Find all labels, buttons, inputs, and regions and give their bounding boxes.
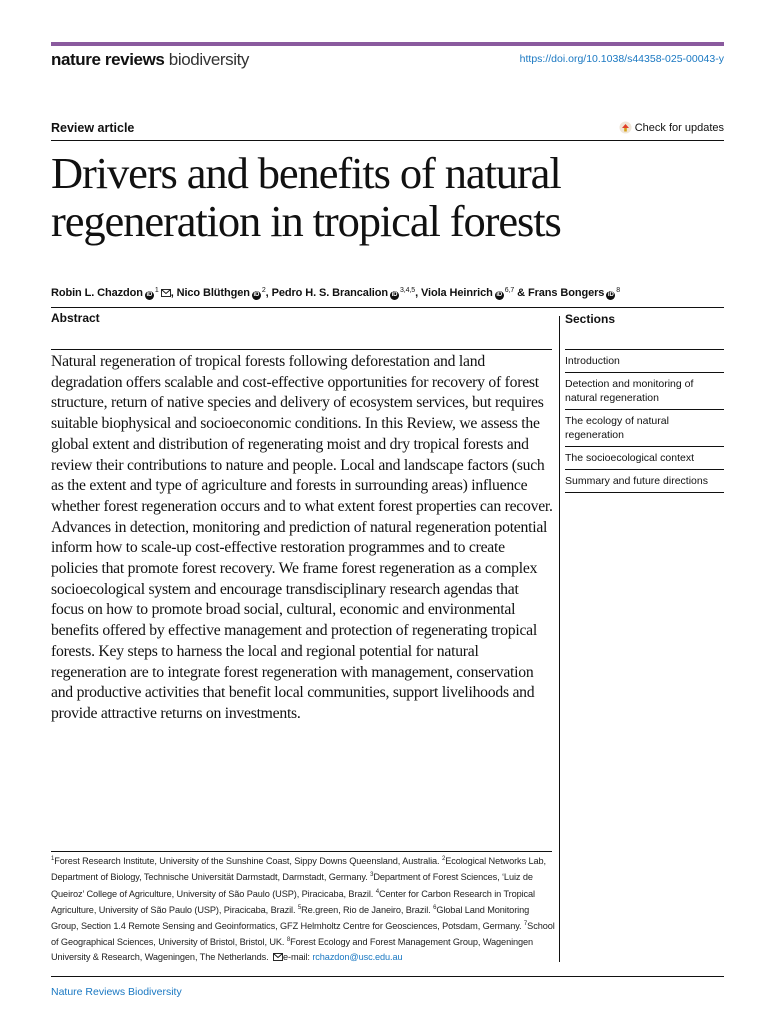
author[interactable] <box>51 287 171 299</box>
footer-journal-name[interactable]: Nature Reviews Biodiversity <box>51 986 182 998</box>
affiliation-text: Global Land Monitoring Group, Section 1.4 Remote Sensing and Geoinformatics, GFZ Helmholtz Centre for Geosciences, Potsdam, Germany. <box>51 904 530 932</box>
email-icon[interactable] <box>161 288 171 300</box>
affiliation-text: School of Geographical Sciences, University of Bristol, Bristol, UK. <box>51 921 555 948</box>
author-affiliation-sup: 1 <box>154 287 159 294</box>
orcid-icon[interactable]: iD <box>253 292 260 298</box>
affiliations <box>51 852 556 965</box>
abstract-heading: Abstract <box>51 311 100 325</box>
affiliation-number: 3 <box>370 872 374 879</box>
author-name: Nico Blüthgen <box>176 287 250 299</box>
section-link-detection[interactable]: Detection and monitoring of natural regeneration <box>565 373 724 410</box>
header-accent-bar <box>51 42 724 46</box>
affiliation-number: 6 <box>433 904 437 911</box>
section-link-ecology[interactable]: The ecology of natural regeneration <box>565 410 724 447</box>
orcid-icon[interactable]: iD <box>146 292 153 298</box>
check-updates-label: Check for updates <box>634 121 724 134</box>
affiliation-text: Forest Ecology and Forest Management Group, Wageningen University & Research, Wageningen, The Netherlands. <box>51 937 534 962</box>
abstract-text: Natural regeneration of tropical forests following deforestation and land degradation offers scalable and cost-effective opportunities for recovery of forest structure, return of native species and delivery of ecosystem services, but requires suitable biophysical and socioeconomic conditions. In this Review, we assess the global extent and distribution of regenerating moist and dry tropical forests and review their contributions to nature and people. Local and landscape factors (such as the extent and type of agriculture and forests in surrounding areas) influence whether forest regeneration occurs and to what extent forest properties can recover. Advances in detection, monitoring and prediction of natural regeneration potential inform how to scale-up cost-effective restoration programmes and to create policies that promote forest recovery. We frame forest regeneration as a complex socioecological system and encourage transdisciplinary research agendas that focus on how to promote broad social, cultural, economic and environmental benefits offered by effective management and protection of regenerating tropical forests. Key steps to harness the local and regional potential for natural regeneration are to integrate forest regeneration with management, conservation and productive activities that benefit local communities, support livelihoods and provide attractive returns on investments. <box>51 353 553 722</box>
author-list: Robin L. Chazdon $iD^1$ , Nico Blüthgen $iD^2$, Pedro H. S. Brancalion iD$^{3,4,5}$, Viola Heinrich iD$^{6,7}$ & Frans Bongers $iD^8$ <box>51 287 621 299</box>
sections-list <box>565 349 724 493</box>
orcid-icon[interactable]: iD <box>607 292 614 298</box>
author-name: Pedro H. S. Brancalion <box>271 287 388 299</box>
affiliation-text: Re.green, Rio de Janeiro, Brazil. <box>301 904 434 915</box>
article-type: Review article <box>51 121 135 135</box>
author[interactable] <box>272 287 415 299</box>
divider <box>51 976 724 977</box>
affiliation-number: 2 <box>441 856 446 862</box>
affiliation-text: Center for Carbon Research in Tropical Agriculture, University of São Paulo (USP), Piracicaba, Brazil. <box>51 888 535 915</box>
author[interactable] <box>177 287 266 299</box>
article-title: Drivers and benefits of natural regeneration in tropical forests <box>51 148 561 246</box>
contact-email-link[interactable]: rchazdon@usc.edu.au <box>312 951 403 962</box>
column-divider <box>559 316 560 962</box>
divider <box>51 307 724 308</box>
check-updates-icon <box>619 121 632 134</box>
affiliation-text: Department of Forest Sciences, ‘Luiz de Queiroz’ College of Agriculture, University of São Paulo (USP), Piracicaba, Brazil. <box>51 872 533 899</box>
brand-bold: nature reviews <box>51 50 165 69</box>
check-for-updates-button[interactable] <box>619 121 724 134</box>
journal-brand[interactable] <box>51 50 249 70</box>
author-affiliation-sup: 2 <box>261 287 266 294</box>
affiliation-number: 7 <box>523 921 528 928</box>
author-affiliation-sup: 6,7 <box>504 287 515 294</box>
affiliation-number: 4 <box>375 888 379 895</box>
affiliation-number: 8 <box>286 937 291 944</box>
author-name: Robin L. Chazdon <box>51 287 143 299</box>
orcid-icon[interactable]: iD <box>391 292 398 298</box>
doi-link[interactable]: https://doi.org/10.1038/s44358-025-00043-y <box>519 53 724 65</box>
author-name: Frans Bongers <box>527 287 605 299</box>
email-label: e-mail: <box>283 951 313 962</box>
divider <box>51 349 552 350</box>
section-link-summary[interactable]: Summary and future directions <box>565 470 724 493</box>
author-affiliation-sup: 8 <box>616 287 621 294</box>
section-link-introduction[interactable]: Introduction <box>565 350 724 373</box>
email-icon <box>273 951 283 965</box>
affiliation-text: Forest Research Institute, University of the Sunshine Coast, Sippy Downs Queensland, Australia. <box>54 856 442 867</box>
affiliation-number: 5 <box>297 904 302 911</box>
author-name: Viola Heinrich <box>420 287 493 299</box>
sections-heading: Sections <box>565 312 616 326</box>
author[interactable] <box>421 287 514 299</box>
affiliation-number: 1 <box>51 856 55 862</box>
affiliation-text: Ecological Networks Lab, Department of Biology, Technische Universität Darmstadt, Darmstadt, Germany. <box>51 856 546 883</box>
orcid-icon[interactable]: iD <box>496 292 503 298</box>
divider <box>51 140 724 141</box>
author[interactable] <box>528 287 620 299</box>
author-affiliation-sup: 3,4,5 <box>399 287 416 294</box>
section-link-socioecological[interactable]: The socioecological context <box>565 447 724 470</box>
brand-light: biodiversity <box>168 50 250 69</box>
